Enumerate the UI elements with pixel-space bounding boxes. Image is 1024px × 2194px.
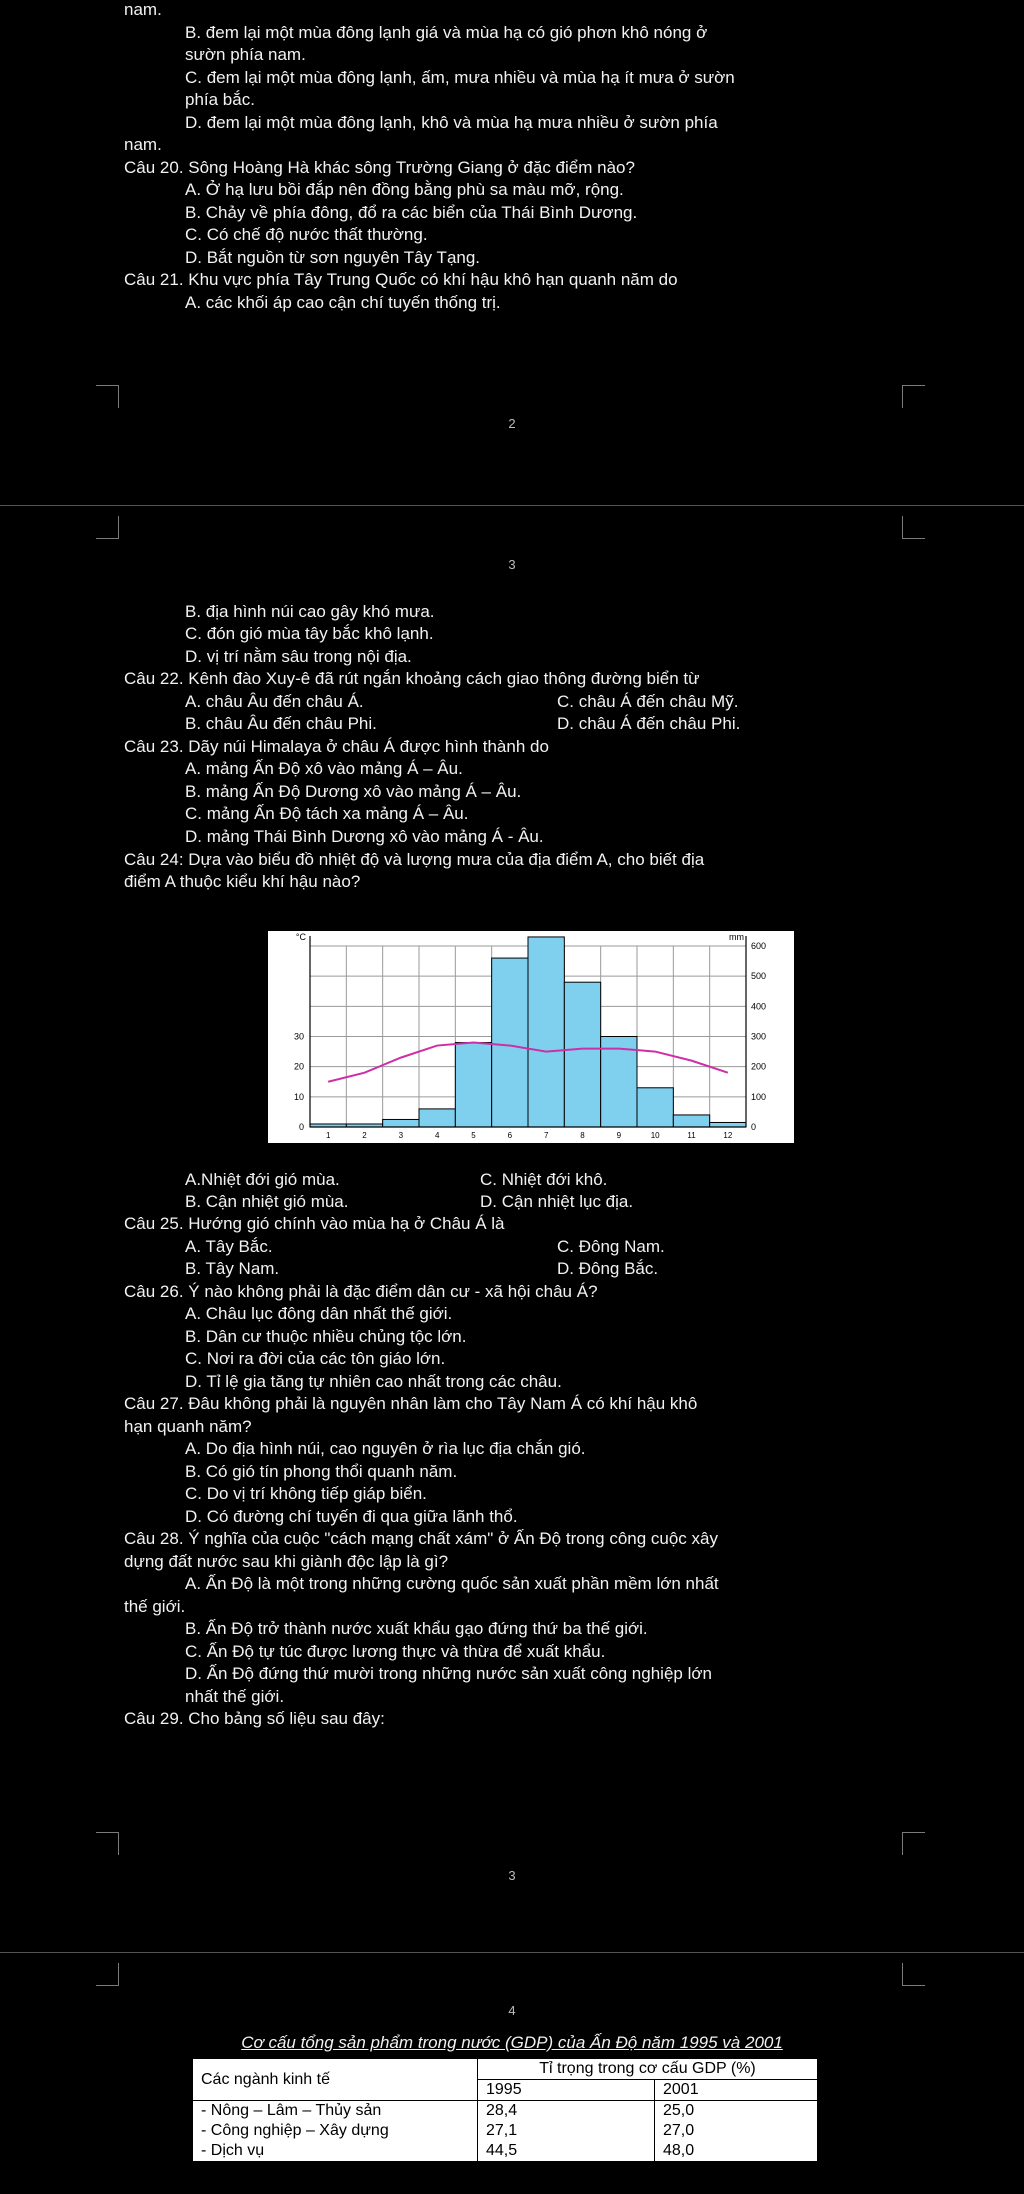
y-left-tick-label: 20 <box>293 1061 304 1072</box>
table-row <box>193 2141 818 2162</box>
page-corner-mark <box>96 1832 119 1855</box>
page-2 <box>0 0 1024 505</box>
table-cell: 27,1 <box>478 2121 655 2141</box>
text-line: C. đem lại một mùa đông lạnh, ấm, mưa nhiều và mùa hạ ít mưa ở sườn <box>185 68 735 87</box>
text-line: A. Châu lục đông dân nhất thế giới. <box>185 1304 453 1323</box>
climate-chart-svg <box>268 931 794 1143</box>
text-line: A. Ấn Độ là một trong những cường quốc sản xuất phần mềm lớn nhất <box>185 1574 719 1593</box>
text-line: điểm A thuộc kiểu khí hậu nào? <box>124 872 361 891</box>
header-sector: Các ngành kinh tế <box>193 2059 478 2101</box>
question-27: Câu 27. Đâu không phải là nguyên nhân làm cho Tây Nam Á có khí hậu khô <box>124 1394 698 1413</box>
table-header-row <box>193 2059 818 2080</box>
y-right-tick-label: 300 <box>751 1031 767 1042</box>
text-line: D. Có đường chí tuyến đi qua giữa lãnh thổ. <box>185 1507 518 1526</box>
x-tick-label: 11 <box>687 1131 696 1140</box>
question-26: Câu 26. Ý nào không phải là đặc điểm dân cư - xã hội châu Á? <box>124 1282 598 1301</box>
header-year: 1995 <box>478 2080 655 2101</box>
answer-option: D. Cận nhiệt lục địa. <box>480 1192 634 1211</box>
page-corner-mark <box>96 516 119 539</box>
precip-bar <box>419 1109 455 1127</box>
text-line: B. đem lại một mùa đông lạnh giá và mùa hạ có gió phơn khô nóng ở <box>185 23 708 42</box>
precip-bar <box>492 958 528 1127</box>
x-tick-label: 2 <box>362 1131 367 1140</box>
table-title: Cơ cấu tổng sản phẩm trong nước (GDP) của Ấn Độ năm 1995 và 2001 <box>241 2033 783 2052</box>
text-line: B. Dân cư thuộc nhiều chủng tộc lớn. <box>185 1327 467 1346</box>
table-cell: - Công nghiệp – Xây dựng <box>193 2121 478 2141</box>
question-24: Câu 24: Dựa vào biểu đồ nhiệt độ và lượng mưa của địa điểm A, cho biết địa <box>124 850 705 869</box>
table-cell: - Nông – Lâm – Thủy sản <box>193 2101 478 2122</box>
text-line: nam. <box>124 135 162 154</box>
answer-option: A. châu Âu đến châu Á. <box>185 692 364 711</box>
y-right-tick-label: 0 <box>751 1122 757 1132</box>
x-tick-label: 1 <box>325 1131 331 1140</box>
text-line: C. Do vị trí không tiếp giáp biển. <box>185 1484 427 1503</box>
precip-bar <box>637 1088 673 1127</box>
y-right-tick-label: 500 <box>751 971 767 982</box>
text-line: nam. <box>124 0 162 19</box>
y-right-unit-label: mm <box>729 932 744 942</box>
text-line: D. Tỉ lệ gia tăng tự nhiên cao nhất trong các châu. <box>185 1372 562 1391</box>
text-line: A. mảng Ấn Độ xô vào mảng Á – Âu. <box>185 759 463 778</box>
question-20: Câu 20. Sông Hoàng Hà khác sông Trường Giang ở đặc điểm nào? <box>124 158 635 177</box>
page-corner-mark <box>96 385 119 408</box>
text-line: B. Có gió tín phong thổi quanh năm. <box>185 1462 458 1481</box>
precip-bar <box>528 937 564 1127</box>
x-tick-label: 12 <box>723 1131 733 1140</box>
text-line: dựng đất nước sau khi giành độc lập là gì? <box>124 1552 449 1571</box>
y-right-tick-label: 600 <box>751 941 767 951</box>
text-line: phía bắc. <box>185 90 255 109</box>
x-tick-label: 9 <box>616 1131 622 1140</box>
question-25: Câu 25. Hướng gió chính vào mùa hạ ở Châu Á là <box>124 1214 505 1233</box>
question-23: Câu 23. Dãy núi Himalaya ở châu Á được hình thành do <box>124 737 549 756</box>
text-line: B. Chảy về phía đông, đổ ra các biển của Thái Bình Dương. <box>185 203 638 222</box>
precip-bar <box>564 982 600 1127</box>
text-line: B. mảng Ấn Độ Dương xô vào mảng Á – Âu. <box>185 782 522 801</box>
text-line: sườn phía nam. <box>185 45 306 64</box>
text-line: A. các khối áp cao cận chí tuyến thống trị. <box>185 293 501 312</box>
text-line: A. Ở hạ lưu bồi đắp nên đồng bằng phù sa màu mỡ, rộng. <box>185 180 624 199</box>
table-row <box>193 2121 818 2141</box>
precip-bar <box>710 1122 746 1127</box>
y-left-tick-label: 10 <box>293 1091 304 1102</box>
text-line: A. Do địa hình núi, cao nguyên ở rìa lục địa chắn gió. <box>185 1439 586 1458</box>
table-row <box>193 2101 818 2122</box>
x-tick-label: 8 <box>580 1131 585 1140</box>
page-corner-mark <box>902 1963 925 1986</box>
page-corner-mark <box>96 1963 119 1986</box>
table-cell: 28,4 <box>478 2101 655 2122</box>
text-line: hạn quanh năm? <box>124 1417 252 1436</box>
text-line: thế giới. <box>124 1597 186 1616</box>
y-left-tick-label: 30 <box>293 1031 304 1042</box>
gdp-table <box>192 2058 818 2162</box>
page-corner-mark <box>902 1832 925 1855</box>
answer-option: D. Đông Bắc. <box>557 1259 659 1278</box>
answer-option: C. Đông Nam. <box>557 1237 665 1256</box>
text-line: D. vị trí nằm sâu trong nội địa. <box>185 647 412 666</box>
text-line: D. đem lại một mùa đông lạnh, khô và mùa hạ mưa nhiều ở sườn phía <box>185 113 718 132</box>
text-line: D. Bắt nguồn từ sơn nguyên Tây Tạng. <box>185 248 481 267</box>
table-cell: 44,5 <box>478 2141 655 2162</box>
y-left-tick-label: 0 <box>298 1122 304 1132</box>
header-year: 2001 <box>655 2080 818 2101</box>
question-21: Câu 21. Khu vực phía Tây Trung Quốc có khí hậu khô hạn quanh năm do <box>124 270 678 289</box>
precip-bar <box>455 1043 491 1127</box>
text-line: D. Ấn Độ đứng thứ mười trong những nước sản xuất công nghiệp lớn <box>185 1664 712 1683</box>
y-left-unit-label: °C <box>295 932 306 942</box>
answer-option: A. Tây Bắc. <box>185 1237 273 1256</box>
x-tick-label: 3 <box>398 1131 404 1140</box>
x-tick-label: 7 <box>543 1131 549 1140</box>
answer-option: B. Cận nhiệt gió mùa. <box>185 1192 349 1211</box>
header-share: Tỉ trọng trong cơ cấu GDP (%) <box>478 2059 818 2080</box>
x-tick-label: 6 <box>507 1131 513 1140</box>
answer-option: B. châu Âu đến châu Phi. <box>185 714 377 733</box>
page-number: 4 <box>508 2003 516 2018</box>
text-line: C. Ấn Độ tự túc được lương thực và thừa để xuất khẩu. <box>185 1642 606 1661</box>
page-number: 2 <box>508 416 516 431</box>
x-tick-label: 5 <box>471 1131 476 1140</box>
answer-option: B. Tây Nam. <box>185 1259 280 1278</box>
question-28: Câu 28. Ý nghĩa của cuộc "cách mạng chất xám" ở Ấn Độ trong công cuộc xây <box>124 1529 718 1548</box>
table-cell: 27,0 <box>655 2121 818 2141</box>
text-line: C. Có chế độ nước thất thường. <box>185 225 428 244</box>
y-right-tick-label: 100 <box>751 1091 767 1102</box>
table-cell: 48,0 <box>655 2141 818 2162</box>
table-cell: 25,0 <box>655 2101 818 2122</box>
x-tick-label: 10 <box>650 1131 660 1140</box>
text-line: C. đón gió mùa tây bắc khô lạnh. <box>185 624 434 643</box>
text-line: B. Ấn Độ trở thành nước xuất khẩu gạo đứng thứ ba thế giới. <box>185 1619 648 1638</box>
y-right-tick-label: 400 <box>751 1001 767 1012</box>
text-line: B. địa hình núi cao gây khó mưa. <box>185 602 435 621</box>
page-number: 3 <box>508 557 516 572</box>
y-right-tick-label: 200 <box>751 1061 767 1072</box>
answer-option: C. Nhiệt đới khô. <box>480 1170 608 1189</box>
table-cell: - Dịch vụ <box>193 2141 478 2162</box>
text-line: C. Nơi ra đời của các tôn giáo lớn. <box>185 1349 446 1368</box>
answer-option: D. châu Á đến châu Phi. <box>557 714 741 733</box>
question-22: Câu 22. Kênh đào Xuy-ê đã rút ngắn khoảng cách giao thông đường biển từ <box>124 669 700 688</box>
precip-bar <box>383 1119 419 1127</box>
question-29: Câu 29. Cho bảng số liệu sau đây: <box>124 1709 385 1728</box>
page-corner-mark <box>902 516 925 539</box>
page-3 <box>0 506 1024 1952</box>
answer-option: C. châu Á đến châu Mỹ. <box>557 692 739 711</box>
page-number: 3 <box>508 1868 516 1883</box>
answer-option: A.Nhiệt đới gió mùa. <box>185 1170 340 1189</box>
text-line: C. mảng Ấn Độ tách xa mảng Á – Âu. <box>185 804 469 823</box>
text-line: nhất thế giới. <box>185 1687 285 1706</box>
x-tick-label: 4 <box>434 1131 440 1140</box>
climate-chart <box>268 931 794 1143</box>
page-corner-mark <box>902 385 925 408</box>
text-line: D. mảng Thái Bình Dương xô vào mảng Á - Âu. <box>185 827 544 846</box>
precip-bar <box>673 1115 709 1127</box>
